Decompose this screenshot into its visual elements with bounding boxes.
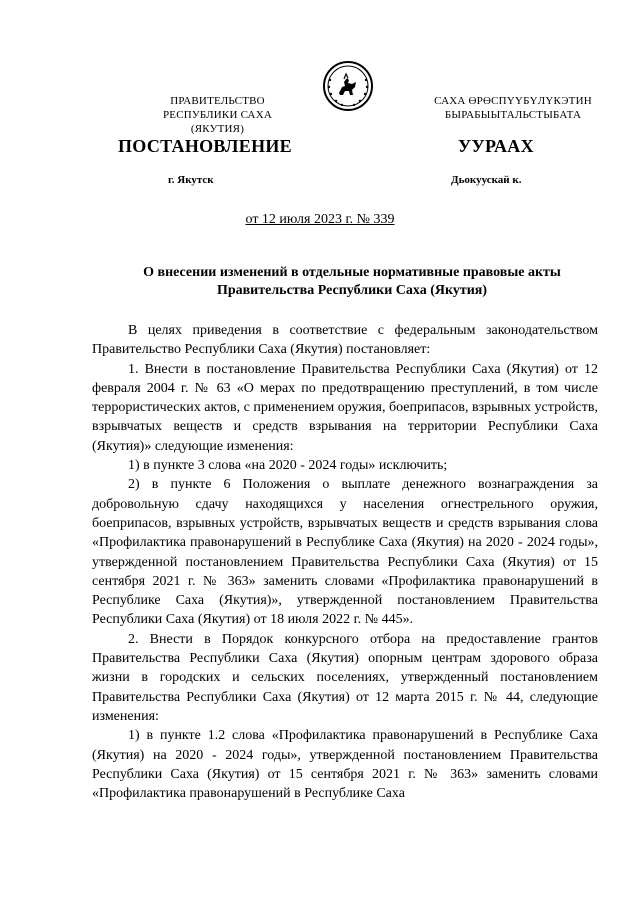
paragraph-subitem-1-2: 2) в пункте 6 Положения о выплате денежного вознаграждения за добровольную сдачу находящихся у населения огнестрельного оружия, боеприпасов, взрывных устройств, взрывчатых веществ и средств взрывания слова «Профилактика правонарушений в Республике Саха (Якутия) на 2020 - 2024 годы», утвержденной постановлением Правительства Республики Саха (Якутия) от 15 сентября 2021 г. № 363» заменить словами «Профилактика правонарушений в Республике Саха (Якутия)», утвержденной постановлением Правительства Республики Саха (Якутия) от 18 июля 2022 г. № 445». (92, 477, 598, 628)
document-body (92, 321, 598, 803)
city-russian: г. Якутск (168, 174, 214, 186)
right-org-line2: БЫРАБЫЫТАЛЬСТЫБАТА (444, 109, 582, 121)
document-date-number: от 12 июля 2023 г. № 339 (245, 212, 395, 227)
document-title (92, 264, 612, 300)
paragraph-subitem-1-1: 1) в пункте 3 слова «на 2020 - 2024 годы» исключить; (128, 458, 448, 474)
paragraph-subitem-2-1: 1) в пункте 1.2 слова «Профилактика правонарушений в Республике Саха (Якутия) на 2020 - 2024 годы», утвержденной постановлением Правительства Республики Саха (Якутия) от 15 сентября 2021 г. № 363» заменить словами «Профилактика правонарушений в Республике Саха (92, 728, 598, 802)
title-line1: О внесении изменений в отдельные нормативные правовые акты (143, 265, 561, 280)
left-org-line2: РЕСПУБЛИКИ САХА (ЯКУТИЯ) (162, 109, 272, 135)
doc-type-russian: ПОСТАНОВЛЕНИЕ (118, 136, 292, 156)
left-org-line1: ПРАВИТЕЛЬСТВО (170, 95, 265, 107)
paragraph-preamble: В целях приведения в соответствие с федеральным законодательством Правительство Республики Саха (Якутия) постановляет: (92, 323, 598, 358)
government-name-russian (140, 94, 295, 136)
title-line2: Правительства Республики Саха (Якутия) (216, 283, 488, 298)
doc-type-sakha: УУРААХ (458, 136, 534, 156)
city-sakha: Дьокуускай к. (451, 174, 522, 186)
right-org-line1: САХА ӨРӨСПҮҮБҮЛҮКЭТИН (434, 95, 592, 107)
government-name-sakha (398, 94, 628, 122)
sakha-coat-of-arms-icon (322, 60, 374, 112)
paragraph-item-1: 1. Внести в постановление Правительства Республики Саха (Якутия) от 12 февраля 2004 г. № 63 «О мерах по предотвращению преступлений, в том числе террористических актов, с применением оружия, боеприпасов, взрывных устройств, взрывчатых веществ и средств взрывания на территории Республики Саха (Якутия)» следующие изменения: (92, 361, 598, 454)
paragraph-item-2: 2. Внести в Порядок конкурсного отбора на предоставление грантов Правительства Республики Саха (Якутия) опорным центрам здорового образа жизни в городских и сельских поселениях, утвержденный постановлением Правительства Республики Саха (Якутия) от 12 марта 2015 г. № 44, следующие изменения: (92, 631, 598, 724)
